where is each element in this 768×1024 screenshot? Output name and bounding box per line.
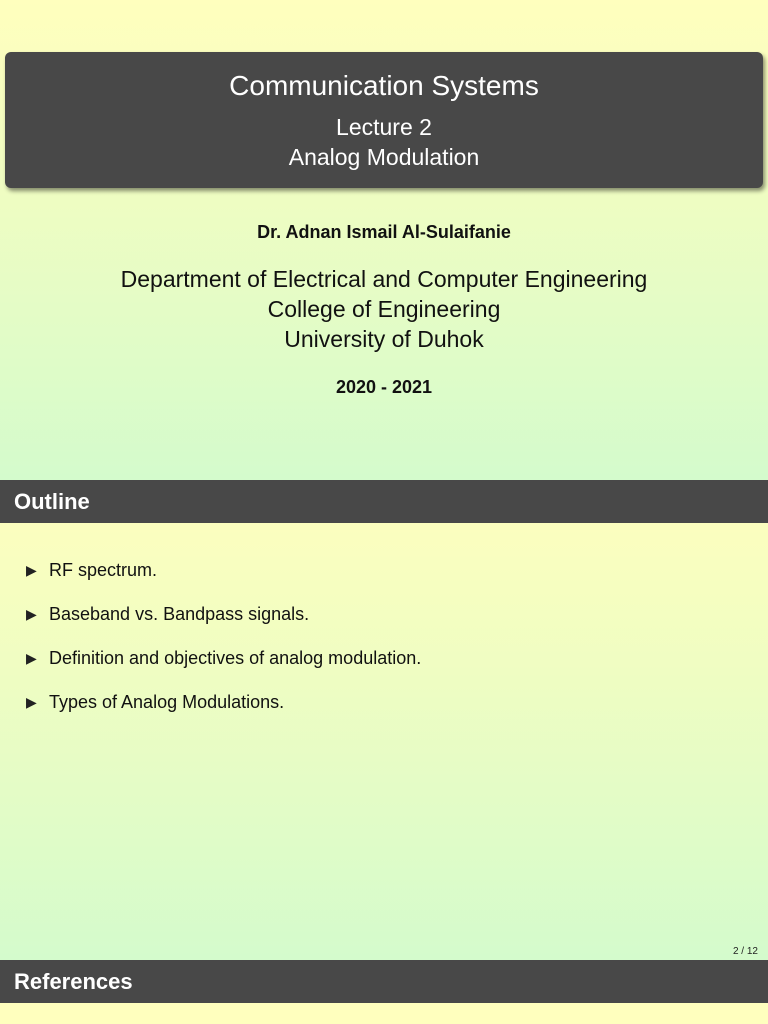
- outline-heading: Outline: [0, 480, 768, 523]
- triangle-right-icon: ▶: [26, 649, 37, 666]
- presentation-subtitle: [5, 112, 763, 172]
- list-item-text: Baseband vs. Bandpass signals.: [49, 603, 310, 624]
- list-item: [26, 636, 421, 680]
- list-item: [26, 592, 421, 636]
- title-box: [5, 52, 763, 188]
- list-item: [26, 548, 421, 592]
- references-heading: References: [0, 960, 768, 1003]
- lecture-topic: Analog Modulation: [288, 144, 480, 170]
- outline-slide: [0, 480, 768, 960]
- title-slide: [0, 0, 768, 480]
- college-name: College of Engineering: [267, 296, 501, 322]
- list-item-text: Types of Analog Modulations.: [49, 691, 285, 712]
- presentation-title: Communication Systems: [229, 70, 539, 101]
- lecture-label: Lecture 2: [336, 114, 432, 140]
- triangle-right-icon: ▶: [26, 693, 37, 710]
- author-name: Dr. Adnan Ismail Al-Sulaifanie: [257, 222, 511, 242]
- triangle-right-icon: ▶: [26, 605, 37, 622]
- references-slide: [0, 960, 768, 1024]
- list-item-text: Definition and objectives of analog modulation.: [49, 647, 422, 668]
- institute-block: [0, 264, 768, 354]
- triangle-right-icon: ▶: [26, 561, 37, 578]
- list-item: [26, 680, 421, 724]
- department-name: Department of Electrical and Computer Engineering: [120, 266, 648, 292]
- list-item-text: RF spectrum.: [49, 559, 158, 580]
- academic-year: 2020 - 2021: [335, 377, 433, 397]
- page-number: 2 / 12: [732, 946, 758, 957]
- university-name: University of Duhok: [284, 326, 484, 352]
- outline-list: [26, 548, 421, 724]
